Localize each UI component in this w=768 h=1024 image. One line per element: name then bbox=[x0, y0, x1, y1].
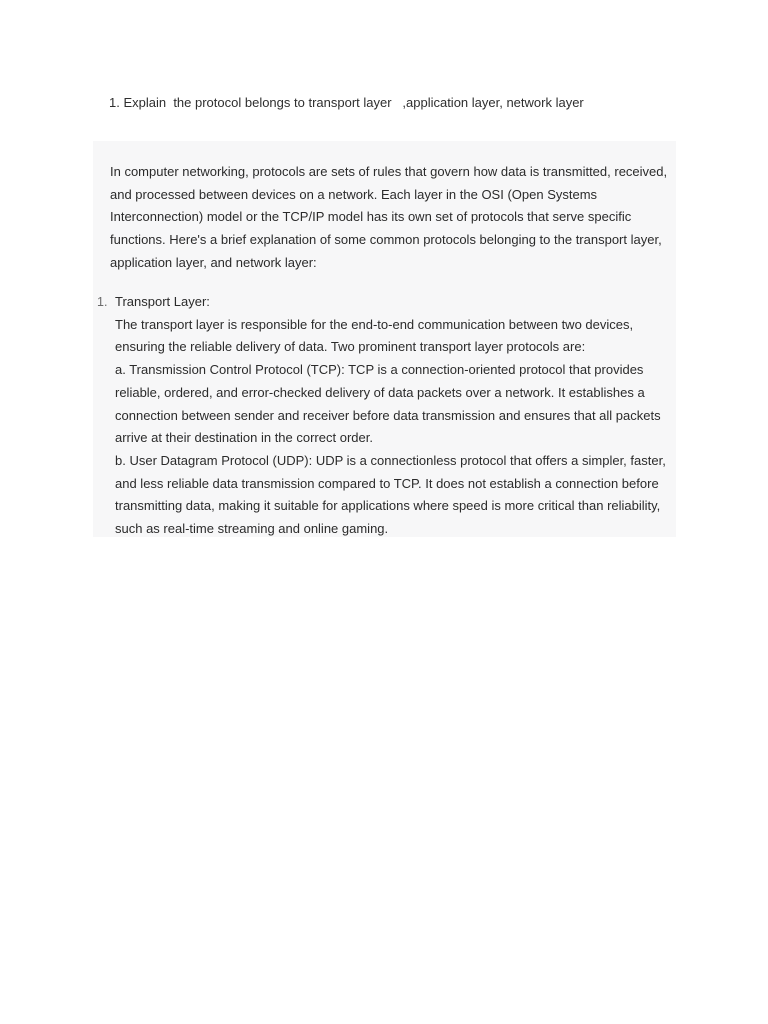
answer-intro: In computer networking, protocols are sets of rules that govern how data is transmitted, received, and processed between devices on a network. Each layer in the OSI (Open Systems Interconnection) model or the TCP/IP model has its own set of protocols that serve specific functions. Here's a brief explanation of some common protocols belonging to the transport layer, application layer, and network layer: bbox=[110, 164, 668, 270]
list-number: 1. bbox=[97, 295, 108, 309]
list-item-description: The transport layer is responsible for the end-to-end communication between two devices, ensuring the reliable delivery of data. Two prominent transport layer protocols are: bbox=[115, 316, 634, 355]
udp-paragraph: b. User Datagram Protocol (UDP): UDP is a connectionless protocol that offers a simpler, faster, and less reliable data transmission compared to TCP. It does not establish a connection before transmitting data, making it suitable for applications where speed is more critical than reliability, such as real-time streaming and online gaming. bbox=[115, 452, 666, 537]
tcp-paragraph: a. Transmission Control Protocol (TCP): TCP is a connection-oriented protocol that provides reliable, ordered, and error-checked delivery of data packets over a network. It establishes a connection between sender and receiver before data transmission and ensures that all packets arrive at their destination in the correct order. bbox=[115, 362, 661, 446]
question-text: 1. Explain the protocol belongs to transport layer ,application layer, network layer bbox=[109, 95, 584, 110]
list-item-body bbox=[115, 291, 672, 541]
list-item-title: Transport Layer: bbox=[115, 294, 210, 309]
answer-panel bbox=[93, 141, 676, 537]
